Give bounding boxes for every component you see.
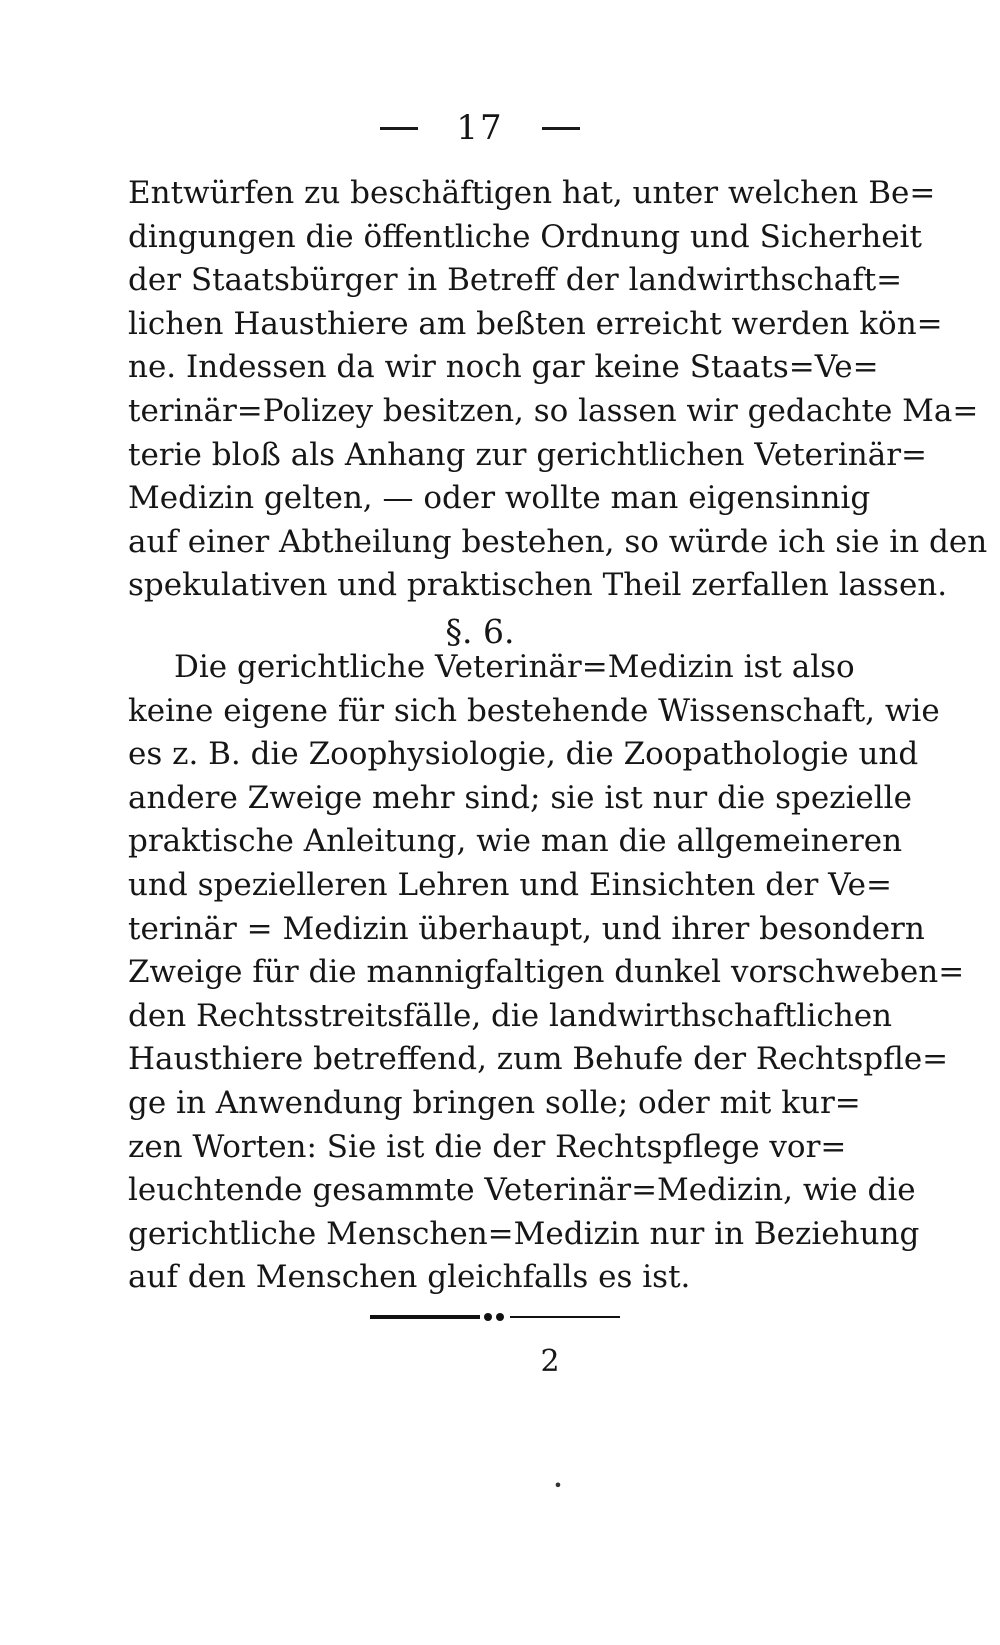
text-line: Entwürfen zu beschäftigen hat, unter welchen Be= xyxy=(128,175,936,211)
rule-bar-right xyxy=(510,1316,620,1318)
text-line: auf den Menschen gleichfalls es ist. xyxy=(128,1259,691,1296)
text-line: der Staatsbürger in Betreff der landwirthschaft= xyxy=(128,262,903,299)
text-line: den Rechtsstreitsfälle, die landwirthschaftlichen xyxy=(128,997,893,1034)
text-line: Medizin gelten, — oder wollte man eigensinnig xyxy=(128,480,871,517)
section-heading: §. 6. xyxy=(445,612,515,651)
decorative-rule xyxy=(370,1310,620,1324)
text-line: leuchtende gesammte Veterinär=Medizin, wie die xyxy=(128,1172,916,1209)
text-line: praktische Anleitung, wie man die allgemeineren xyxy=(128,823,903,860)
rule-dot xyxy=(496,1313,504,1321)
text-line: ge in Anwendung bringen solle; oder mit kur= xyxy=(128,1084,861,1121)
text-line: Hausthiere betreffend, zum Behufe der Rechtspfle= xyxy=(128,1041,949,1078)
rule-dot xyxy=(484,1313,492,1321)
text-line: auf einer Abtheilung bestehen, so würde ich sie in den xyxy=(128,523,988,560)
text-line: es z. B. die Zoophysiologie, die Zoopathologie und xyxy=(128,736,919,773)
signature-mark: 2 xyxy=(540,1344,560,1379)
text-line: terinär = Medizin überhaupt, und ihrer besondern xyxy=(128,910,925,947)
header-dash-right xyxy=(542,127,580,130)
text-line: terie bloß als Anhang zur gerichtlichen Veterinär= xyxy=(128,436,928,473)
text-line: dingungen die öffentliche Ordnung und Sicherheit xyxy=(128,218,922,255)
text-line: gerichtliche Menschen=Medizin nur in Beziehung xyxy=(128,1215,920,1252)
text-line: Zweige für die mannigfaltigen dunkel vorschweben= xyxy=(128,954,965,991)
paper-speck: • xyxy=(553,1476,563,1495)
header-dash-left xyxy=(380,127,418,130)
text-line: zen Worten: Sie ist die der Rechtspflege vor= xyxy=(128,1128,847,1165)
text-line: keine eigene für sich bestehende Wissenschaft, wie xyxy=(128,692,940,729)
text-line: und spezielleren Lehren und Einsichten der Ve= xyxy=(128,866,892,903)
page-header xyxy=(380,108,580,148)
text-line: Die gerichtliche Veterinär=Medizin ist also xyxy=(174,649,855,685)
paragraph-section-6 xyxy=(128,646,965,1300)
rule-bar-left xyxy=(370,1315,480,1319)
text-line: andere Zweige mehr sind; sie ist nur die spezielle xyxy=(128,779,912,816)
page-number: 17 xyxy=(456,108,504,148)
paragraph-continuation xyxy=(128,172,988,608)
text-line: spekulativen und praktischen Theil zerfallen lassen. xyxy=(128,567,948,604)
text-line: ne. Indessen da wir noch gar keine Staats=Ve= xyxy=(128,349,879,386)
text-line: lichen Hausthiere am beßten erreicht werden kön= xyxy=(128,305,943,342)
text-line: terinär=Polizey besitzen, so lassen wir gedachte Ma= xyxy=(128,392,979,429)
